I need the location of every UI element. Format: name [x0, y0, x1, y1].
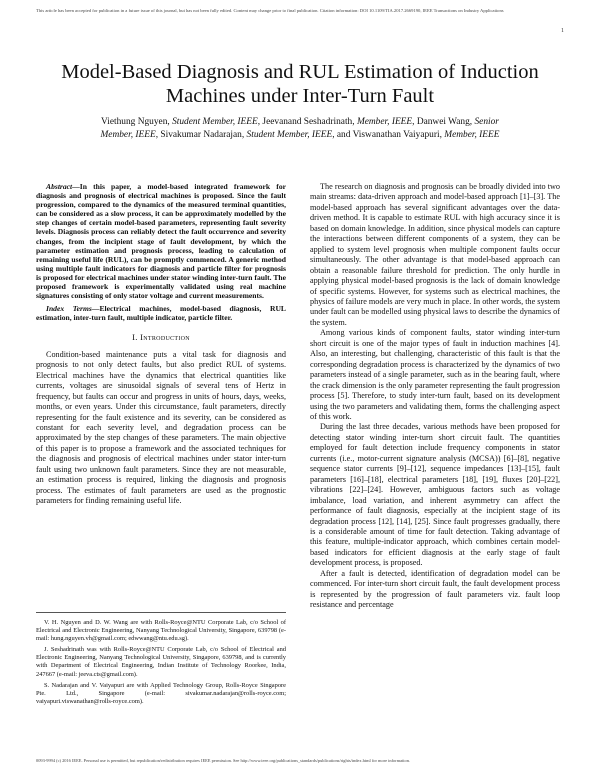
author-line-1: Viethung Nguyen, Student Member, IEEE, Jeevanand Seshadrinath, Member, IEEE, Danwei Wang, Senior [101, 117, 499, 127]
author-footnotes [36, 612, 286, 709]
abstract [36, 182, 286, 300]
abstract-text: —In this paper, a model-based integrated framework for diagnosis and prognosis of electrical machines is proposed. Since the fault progression, compared to the dynamics of the measured terminal quantities, can be considered as a slow process, it can be approximately modelled by the step changes of certain model-based parameters, representing fault severity levels. Diagnosis process can reliably detect the fault occurrence and severity changes, from the incipient stage of fault development, by which the parameter estimation and prognosis process, leading to calculation of remaining useful life (RUL), can be promptly commenced. A generic method using multiple fault indicators for diagnosis and particle filter for prognosis is proposed for electrical machines under stator winding inter-turn fault. The proposed framework is experimentally validated using real machine signatures consisting of only stator voltage and current measurements. [36, 182, 286, 301]
footnote: J. Seshadrinath was with Rolls-Royce@NTU Corporate Lab, c/o School of Electrical and Electronic Engineering, Nanyang Technological University, Singapore, 639798, and is currently with Department of Electrical Engineering, Indian Institute of Technology Roorkee, India, 247667 (e-mail: jeeva.cts@gmail.com). [36, 646, 286, 678]
intro-paragraph: Condition-based maintenance puts a vital task for diagnosis and prognosis to not only detect faults, but also predict RUL of systems. Electrical machines have the dynamics that electrical quantities like currents, voltages are sinusoidal signals of several tens of Hertz in frequency, but faults can occur and progress in units of hours, days, weeks, months, or even years. Under this circumstance, fault parameters, directly representing for the fault existence and its severity, can be considered as constant for each severity level, and degradation process can be approximated by the step changes of these parameters. The main objective of this paper is to propose a framework and the associated techniques for the diagnosis and prognosis of electrical machines under stator inter-turn fault using two unknown fault parameters. Since they are not measurable, an estimation process is required, linking the diagnosis and prognosis process. The estimates of fault parameters are used as the prognostic parameters for finding remaining useful life. [36, 349, 286, 506]
index-terms-lead: Index Terms [46, 304, 92, 314]
left-column [36, 182, 286, 507]
copyright-footer: 0093-9994 (c) 2016 IEEE. Personal use is permitted, but republication/redistribution requires IEEE permission. See http://www.ieee.org/publications_standards/publications/rights/index.html for more information. [36, 758, 410, 763]
right-column [310, 182, 560, 611]
abstract-lead: Abstract [46, 182, 73, 191]
footnote: V. H. Nguyen and D. W. Wang are with Rolls-Royce@NTU Corporate Lab, c/o School of Electrical and Electronic Engineering, Nanyang Technological University, Singapore, 639798 (e-mail: hung.nguyen.vh@gmail.com; edwwang@ntu.edu.sg). [36, 619, 286, 643]
journal-header-note: This article has been accepted for publication in a future issue of this journal, but has not been fully edited. Content may change prior to final publication. Citation information: DOI 10.1109/TIA.2017.2669190, IEEE Transactions on Industry Applications [36, 8, 504, 13]
body-paragraph: The research on diagnosis and prognosis can be broadly divided into two main streams: data-driven approach and model-based approach [1]–[3]. The model-based approach has several significant advantages over the data-driven method. It is capable to estimate RUL with high accuracy since it is based on domain knowledge. In addition, since physical models can capture the interactions between different components of a system, they can be applied to system level prognosis when multiple component faults occur simultaneously. The other advantage is that model-based approach can obtain a reasonable failure threshold for prediction. The only hurdle in applying physical model-based prognosis is the lack of domain knowledge of specific systems. However, for systems such as electrical machines, the physics of failure models are very much in place. In other words, the system under fault can be modelled using physical laws to describe the dynamics of the system. [310, 182, 560, 327]
footnote: S. Nadarajan and V. Vaiyapuri are with Applied Technology Group, Rolls-Royce Singapore Pte. Ltd., Singapore (e-mail: sivakumar.nadarajan@rolls-royce.com; vaiyapuri.viswanathan@rolls-royce.com). [36, 681, 286, 705]
body-paragraph: After a fault is detected, identification of degradation model can be commenced. For inter-turn short circuit fault, the fault development process is represented by the progression of fault parameters viz. fault loop resistance and percentage [310, 568, 560, 610]
page-number: 1 [561, 28, 564, 34]
author-list [46, 116, 554, 141]
section-heading-introduction: I. Introduction [132, 332, 190, 343]
body-paragraph: During the last three decades, various methods have been proposed for detecting stator winding inter-turn short circuit fault. The quantities employed for fault detection include frequency components in stator currents (i.e., motor-current signature analysis (MCSA)) [6]–[8], negative sequence stator currents [9]–[12], sequence impedances [13]–[15], fault parameters [16]–[18], electrical parameters [18], [19], fluxes [20]–[22], vibrations [22]–[24]. However, ambiguous factors such as voltage imbalance, load variation, and inherent asymmetry can affect the performance of fault diagnosis, especially at the incipient stage of its degradation process [12], [14], [25]. Since fault progresses gradually, there is a considerable amount of time for fault detection. Taking advantage of this feature, multiple-indicator approach, which combines certain model-based indicators for efficient diagnosis at the early stage of fault development process, is proposed. [310, 422, 560, 568]
index-terms-text: —Electrical machines, model-based diagnosis, RUL estimation, inter-turn fault, multiple indicator, particle filter. [36, 304, 286, 323]
paper-title: Model-Based Diagnosis and RUL Estimation of Induction Machines under Inter-Turn Fault [61, 61, 539, 107]
index-terms [36, 304, 286, 322]
body-paragraph: Among various kinds of component faults, stator winding inter-turn short circuit is one of the major types of fault in induction machines [4]. Also, an interesting, but challenging, characteristic of this fault is that the corresponding degradation process is characterized by the dynamics of two parameters instead of a single parameter, such as in the bearing fault, where the crack dimension is the only parameter representing the fault progression process [5]. Therefore, to study inter-turn fault, based on its development using the two parameters and validating them, forms the challenging aspect of this work. [310, 328, 560, 421]
author-line-2: Member, IEEE, Sivakumar Nadarajan, Student Member, IEEE, and Viswanathan Vaiyapuri, Member, IEEE [100, 129, 500, 140]
